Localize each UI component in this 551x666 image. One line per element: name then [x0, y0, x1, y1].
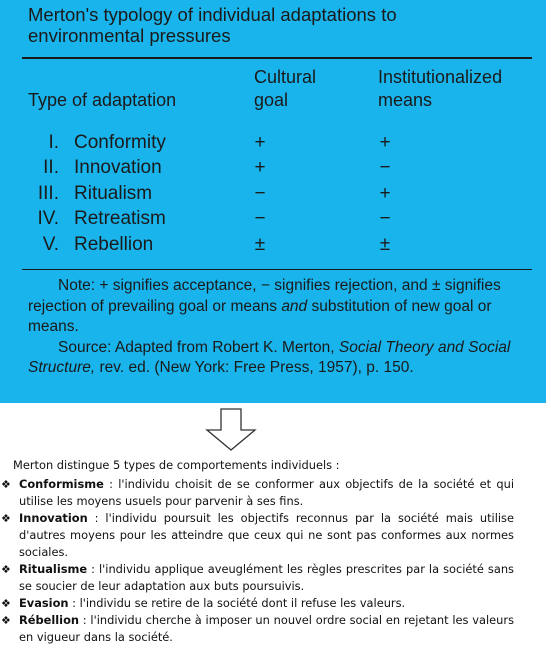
table-top-rule: [22, 57, 532, 59]
source-book-title: Social Theory and Social Structure,: [28, 338, 511, 376]
row-number: III.: [37, 183, 59, 204]
list-item: [0, 612, 546, 646]
row-means-sign: ±: [379, 234, 391, 255]
summary-list: [0, 476, 546, 646]
table-footnote: [28, 276, 533, 379]
item-description: : l'individu poursuit les objectifs reconnus par la société mais utilise d'autres moyens pour les atteindre que ceux qui ne sont pas conformes aux normes sociales.: [19, 511, 514, 559]
row-adaptation-name: Retreatism: [74, 208, 166, 229]
item-description: : l'individu choisit de se conformer aux objectifs de la société et qui utilise les moyens usuels pour parvenir à ses fins.: [19, 477, 514, 508]
header-means-line-2: means: [378, 90, 433, 110]
diamond-bullet-icon: ❖: [1, 563, 11, 576]
item-description: : l'individu se retire de la société dont il refuse les valeurs.: [68, 596, 406, 610]
source-text-part-2: rev. ed. (New York: Free Press, 1957), p. 150.: [95, 359, 414, 376]
table-title-line-2: environmental pressures: [28, 25, 231, 46]
item-description: : l'individu applique aveuglément les règles prescrites par la société sans se soucier de leur adaptation aux buts poursuivis.: [19, 562, 514, 593]
row-goal-sign: ±: [254, 234, 266, 255]
row-adaptation-name: Conformity: [74, 132, 166, 153]
diamond-bullet-icon: ❖: [1, 614, 11, 627]
header-type-of-adaptation: Type of adaptation: [28, 90, 177, 110]
diamond-bullet-icon: ❖: [1, 512, 11, 525]
list-item: [0, 561, 546, 595]
row-goal-sign: −: [254, 183, 266, 204]
row-adaptation-name: Rebellion: [74, 234, 154, 255]
header-cultural-goal: [254, 66, 316, 112]
note-text-part-2: substitution of new goal or means.: [28, 297, 492, 335]
table-title: [28, 4, 397, 46]
item-description: : l'individu cherche à imposer un nouvel ordre social en rejetant les valeurs en vigueur dans la société.: [19, 613, 514, 644]
row-adaptation-name: Innovation: [74, 157, 162, 178]
table-row: [0, 181, 546, 206]
row-number: II.: [43, 157, 59, 178]
item-term: Innovation: [19, 511, 88, 525]
row-means-sign: +: [379, 183, 391, 204]
item-term: Rébellion: [19, 613, 80, 627]
table-row: [0, 155, 546, 180]
note-emphasis: and: [281, 297, 308, 315]
header-cultural-goal-line-1: Cultural: [254, 67, 317, 87]
item-term: Conformisme: [19, 477, 104, 491]
summary-intro: Merton distingue 5 types de comportements individuels :: [13, 458, 340, 472]
row-adaptation-name: Ritualism: [74, 183, 153, 204]
table-row: [0, 206, 546, 231]
diamond-bullet-icon: ❖: [1, 478, 11, 491]
table-row: [0, 232, 546, 257]
note-text-part-1: Note: + signifies acceptance, − signifies rejection, and ± signifies rejection of prevailing goal or means: [28, 277, 501, 315]
header-means-line-1: Institutionalized: [378, 67, 503, 87]
table-bottom-rule: [22, 269, 532, 270]
down-arrow-icon: [205, 408, 257, 452]
table-row: [0, 130, 546, 155]
list-item: [0, 595, 546, 612]
row-number: IV.: [37, 208, 59, 229]
french-summary: [0, 457, 546, 646]
row-means-sign: +: [379, 132, 391, 153]
row-means-sign: −: [379, 157, 391, 178]
row-means-sign: −: [379, 208, 391, 229]
row-goal-sign: +: [254, 157, 266, 178]
row-goal-sign: −: [254, 208, 266, 229]
list-item: [0, 476, 546, 510]
diamond-bullet-icon: ❖: [1, 597, 11, 610]
table-title-line-1: Merton's typology of individual adaptations to: [28, 4, 397, 25]
list-item: [0, 510, 546, 561]
note-paragraph: [28, 276, 533, 338]
header-cultural-goal-line-2: goal: [254, 90, 289, 110]
row-goal-sign: +: [254, 132, 266, 153]
row-number: V.: [42, 234, 59, 255]
header-institutionalized-means: [378, 66, 502, 112]
item-term: Ritualisme: [19, 562, 88, 576]
source-paragraph: [28, 338, 533, 379]
row-number: I.: [48, 132, 59, 153]
source-text-part-1: Source: Adapted from Robert K. Merton,: [58, 338, 339, 356]
item-term: Evasion: [19, 596, 69, 610]
